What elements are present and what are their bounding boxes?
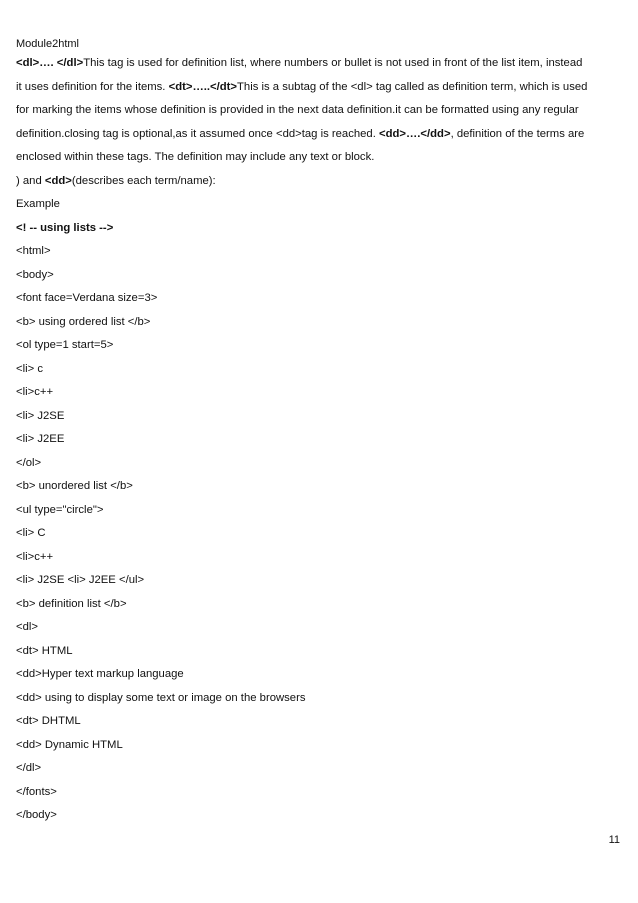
code-line: <b> using ordered list </b> [16,315,151,328]
code-line: <dd> Dynamic HTML [16,738,123,751]
paragraph-line: enclosed within these tags. The definition may include any text or block. [16,151,375,163]
paragraph-text: definition.closing tag is optional,as it assumed once <dd>tag is reached. [16,127,379,140]
code-line: <ol type=1 start=5> [16,339,114,351]
paragraph-text: (describes each term/name): [71,174,216,187]
dl-tag-text: <dl>…. </dl> [16,57,84,69]
code-comment: <! -- using lists --> [16,221,114,234]
code-line: <dd> using to display some text or image on the browsers [16,691,306,704]
code-line: <dt> DHTML [16,715,81,727]
code-line: <dd>Hyper text markup language [16,668,184,680]
paragraph-line [16,123,628,147]
paragraph-line [16,170,628,194]
paragraph-text: ) and [16,174,45,187]
code-line: <b> definition list </b> [16,597,127,610]
code-line: <li> J2SE <li> J2EE </ul> [16,574,145,586]
code-line: </fonts> [16,785,57,798]
paragraph-text: This is a subtag of the <dl> tag called as definition term, which is used [237,80,588,93]
code-line: <li> c [16,362,44,375]
code-line: <li>c++ [16,386,54,398]
paragraph-line [16,52,628,76]
code-line: <dt> HTML [16,644,73,657]
paragraph-line: for marking the items whose definition is provided in the next data definition.it can be formatted using any regular [16,104,579,116]
paragraph-text: , definition of the terms are [450,127,585,140]
example-heading: Example [16,198,60,210]
dt-tag-text: <dt>…..</dt> [168,80,238,93]
page-header: Module2html [16,38,79,50]
code-line: <li> C [16,527,46,539]
code-line: <ul type="circle"> [16,503,104,516]
code-line: <font face=Verdana size=3> [16,292,158,304]
code-line: <body> [16,268,54,281]
paragraph-text: it uses definition for the items. [16,80,169,93]
code-line: <li>c++ [16,550,54,563]
code-line: <dl> [16,621,38,633]
code-line: </dl> [16,762,42,774]
code-line: <li> J2EE [16,433,65,445]
code-line: <li> J2SE [16,409,65,422]
dd-tag-text: <dd> [44,174,72,187]
document-body [16,52,628,828]
code-line: <html> [16,245,51,257]
code-line: </ol> [16,456,42,469]
page-number: 11 [608,834,620,846]
code-line: </body> [16,809,57,821]
dd-tag-text: <dd>….</dd> [378,127,451,140]
paragraph-text: This tag is used for definition list, where numbers or bullet is not used in front of the list item, instead [83,57,583,69]
code-line: <b> unordered list </b> [16,480,133,492]
paragraph-line [16,76,628,100]
